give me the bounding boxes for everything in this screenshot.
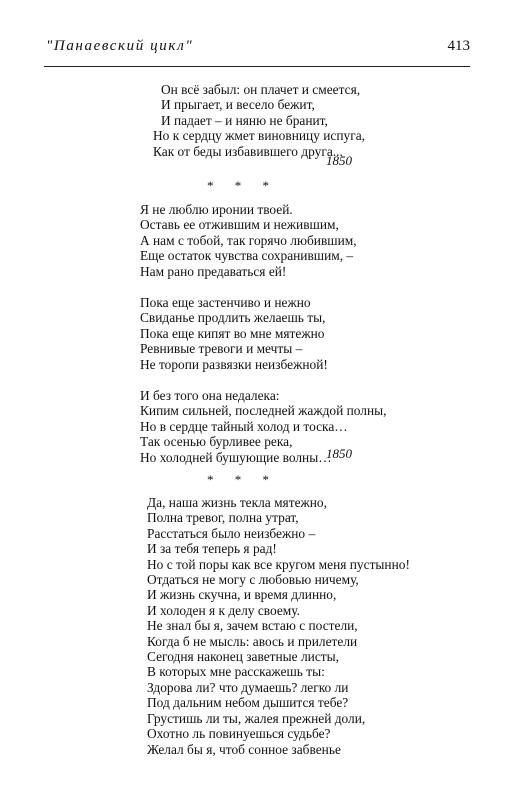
verse-line: Как от беды избавившего друга... <box>153 143 343 159</box>
verse-line: Под дальним небом дышится тебе? <box>147 695 349 711</box>
verse-line: Так осенью бурливее река, <box>140 434 293 450</box>
verse-line: Пока еще кипят во мне мятежно <box>140 325 325 341</box>
verse-line: И холоден я к делу своему. <box>147 602 300 618</box>
verse-line: Но холодней бушующие волны… <box>140 449 332 465</box>
verse-line: Но к сердцу жмет виновницу испуга, <box>153 128 365 144</box>
verse-line: Свиданье продлить желаешь ты, <box>140 310 326 326</box>
stanza <box>140 202 387 279</box>
verse-line: И без того она недалека: <box>140 388 280 404</box>
verse-line: Я не люблю иронии твоей. <box>140 202 293 217</box>
section-separator: * * * <box>207 178 278 193</box>
poem-2 <box>140 202 387 465</box>
verse-line: Он всё забыл: он плачет и смеется, <box>161 82 361 97</box>
verse-line: Да, наша жизнь текла мятежно, <box>147 495 327 510</box>
verse-line: Пока еще застенчиво и нежно <box>140 295 311 311</box>
verse-line: Грустишь ли ты, жалея прежней доли, <box>147 710 366 726</box>
verse-line: Кипим сильней, последней жаждой полны, <box>140 403 387 419</box>
verse-line: Не знал бы я, зачем встаю с постели, <box>147 618 358 634</box>
verse-line: Расстаться было неизбежно – <box>147 525 316 541</box>
page-number: 413 <box>447 38 470 54</box>
verse-line: Оставь ее отжившим и нежившим, <box>140 217 339 233</box>
poem-1-continued <box>153 82 365 159</box>
verse-line: И жизнь скучна, и время длинно, <box>147 587 337 603</box>
verse-line: Но с той поры как все кругом меня пустынно! <box>147 556 410 572</box>
verse-line: Нам рано предаваться ей! <box>140 263 287 279</box>
verse-line: Здорова ли? что думаешь? легко ли <box>147 679 349 695</box>
verse-line: Полна тревог, полна утрат, <box>147 510 299 526</box>
verse-line: Еще остаток чувства сохранившим, – <box>140 248 354 264</box>
verse-line: Охотно ль повинуешься судьбе? <box>147 726 331 742</box>
verse-line: Но в сердце тайный холод и тоска… <box>140 418 348 434</box>
section-separator: * * * <box>207 472 278 487</box>
verse-line: Ревнивые тревоги и мечты – <box>140 341 303 357</box>
verse-line: Когда б не мысль: авось и прилетели <box>147 633 358 649</box>
verse-line: И за тебя теперь я рад! <box>147 541 277 557</box>
verse-line: В которых мне расскажешь ты: <box>147 664 325 680</box>
verse-line: Не торопи развязки неизбежной! <box>140 356 328 372</box>
verse-line: Сегодня наконец заветные листы, <box>147 649 339 665</box>
poem-3 <box>147 495 410 757</box>
verse-line: Желал бы я, чтоб сонное забвенье <box>147 741 341 757</box>
verse-line: И падает – и няню не бранит, <box>161 112 328 128</box>
stanza <box>140 295 387 372</box>
running-title: "Панаевский цикл" <box>46 38 194 54</box>
running-header <box>44 38 470 67</box>
verse-line: И прыгает, и весело бежит, <box>161 97 315 113</box>
verse-line: Отдаться не могу с любовью ничему, <box>147 572 359 588</box>
verse-line: А нам с тобой, так горячо любившим, <box>140 232 357 248</box>
poem-2-date: 1850 <box>326 446 352 461</box>
poem-1-date: 1850 <box>326 153 352 168</box>
